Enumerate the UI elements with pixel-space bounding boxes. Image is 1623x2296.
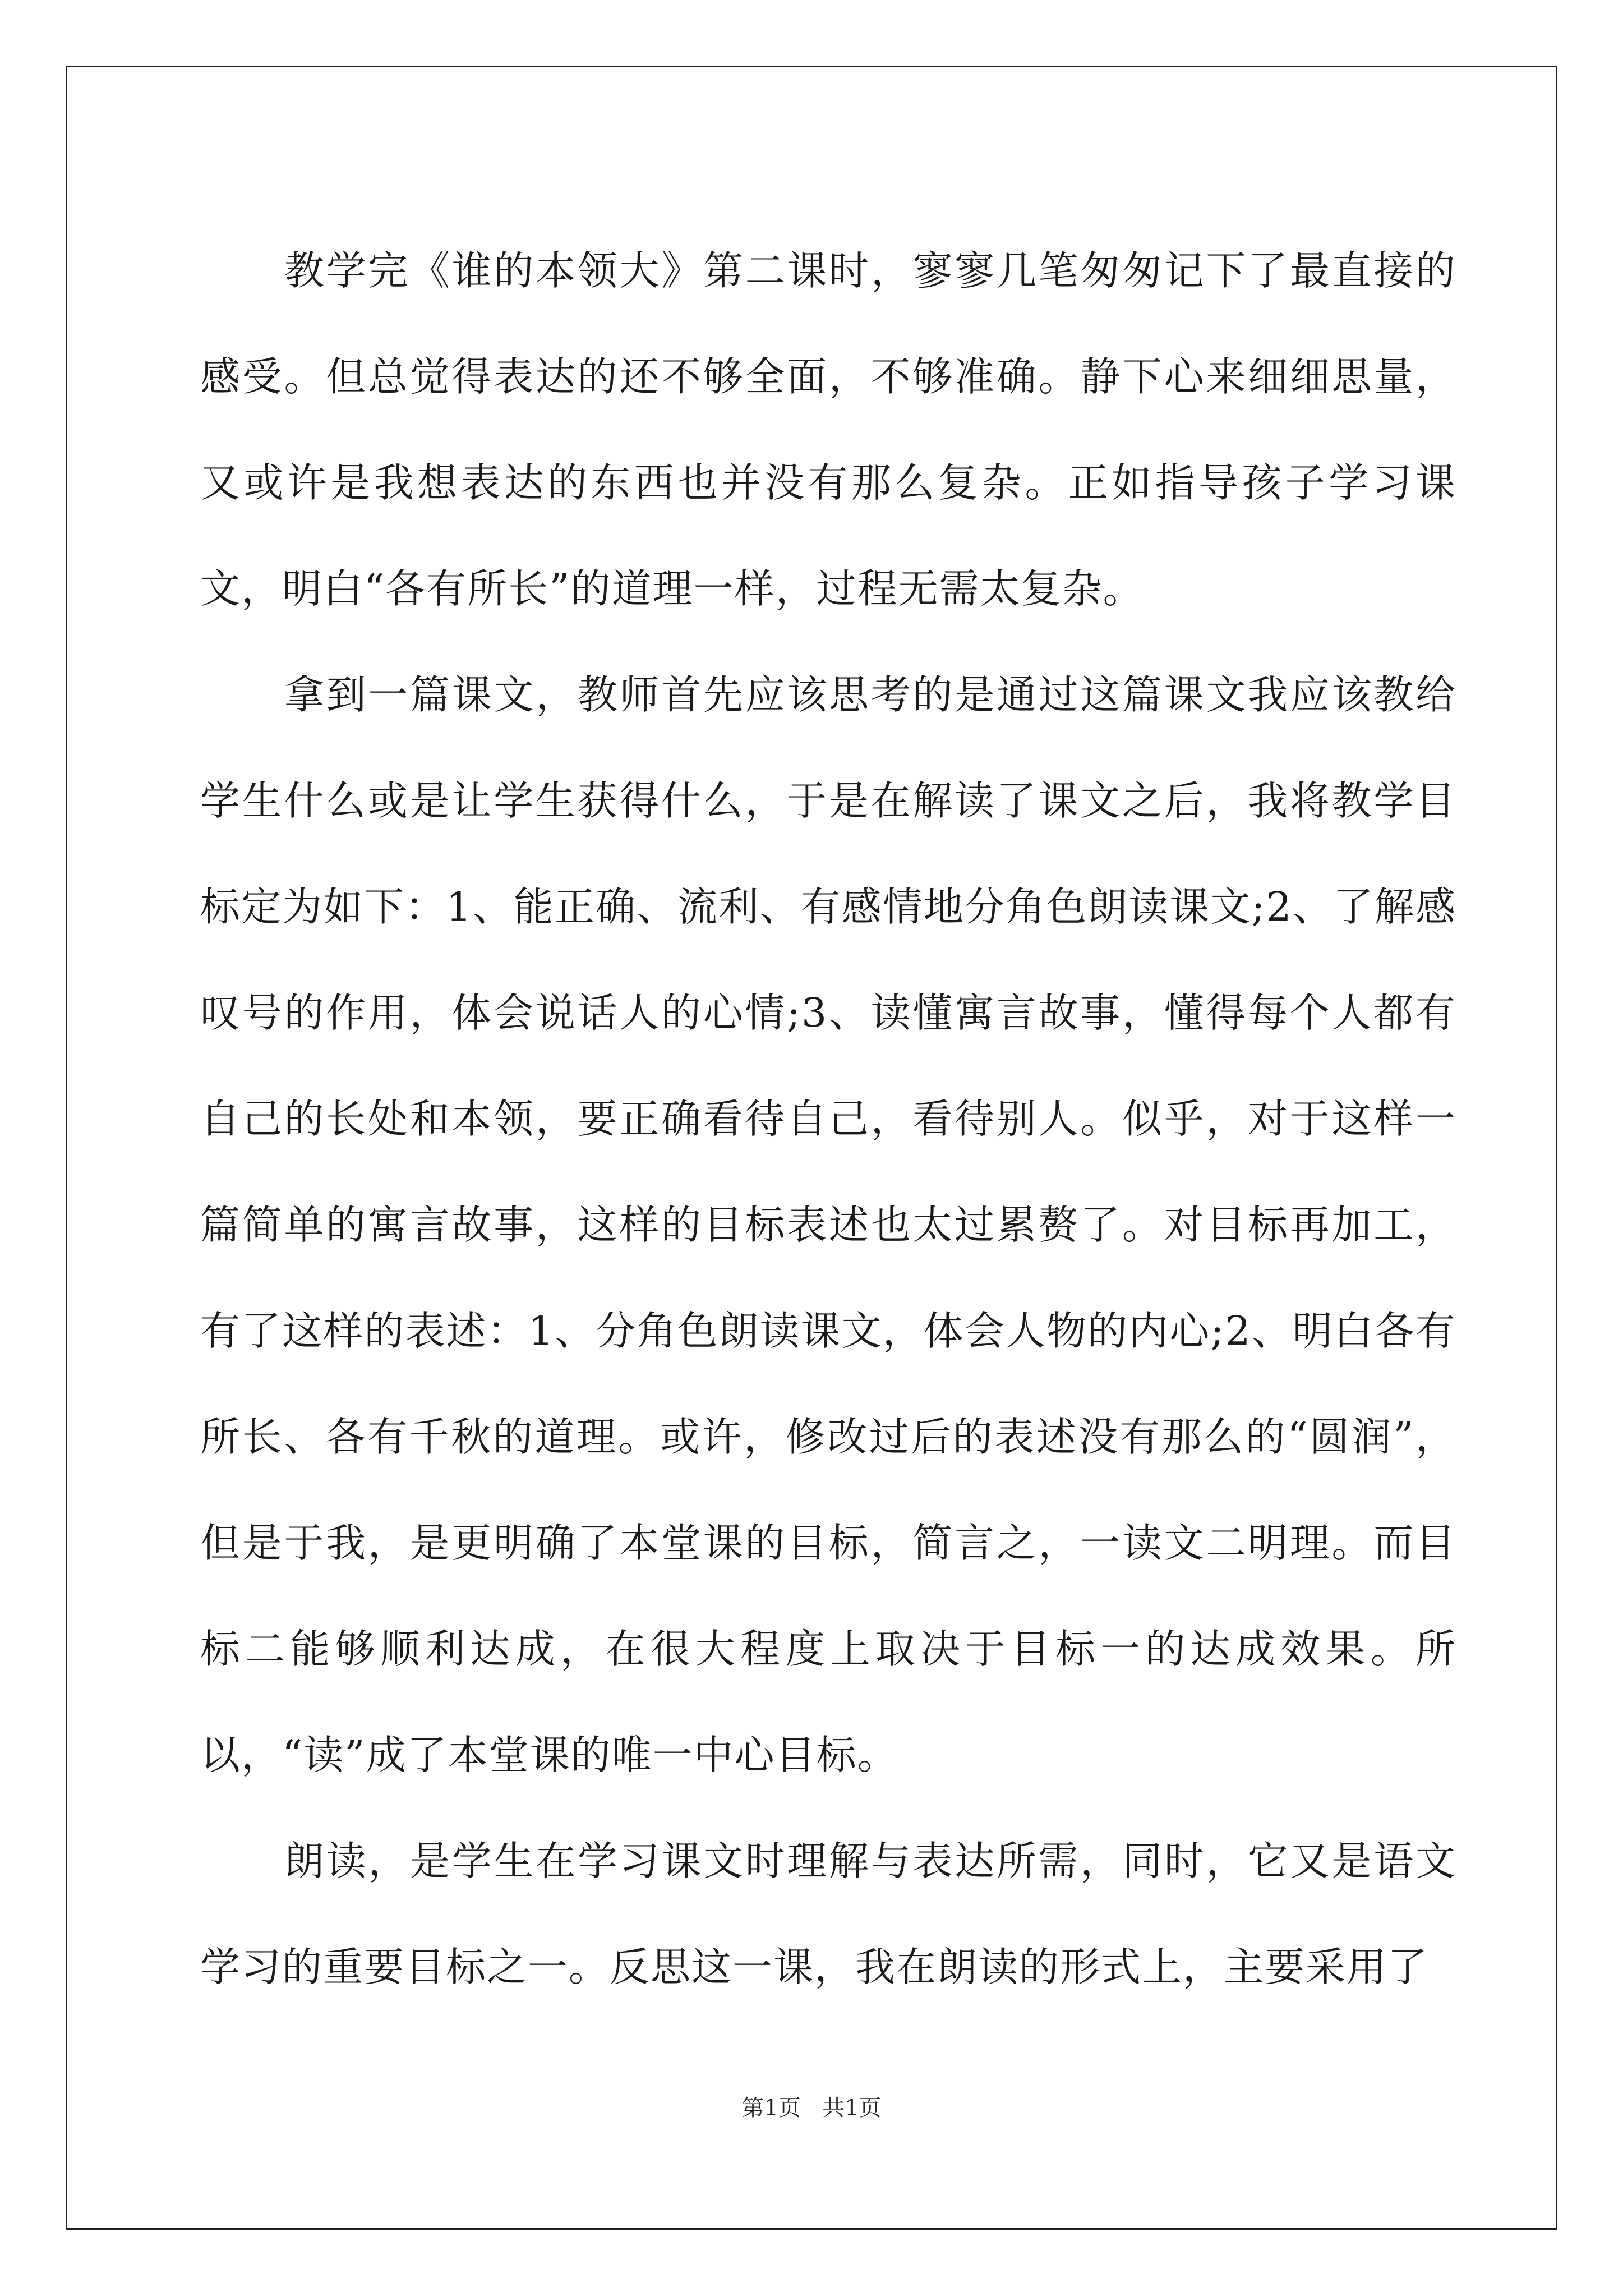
page-footer (0, 2091, 1623, 2125)
paragraph-2: 拿到一篇课文，教师首先应该思考的是通过这篇课文我应该教给学生什么或是让学生获得什么，于是在解读了课文之后，我将教学目标定为如下：1、能正确、流利、有感情地分角色朗读课文;2、了解感叹号的作用，体会说话人的心情;3、读懂寓言故事，懂得每个人都有自己的长处和本领，要正确看待自己，看待别人。似乎，对于这样一篇简单的寓言故事，这样的目标表述也太过累赘了。对目标再加工，有了这样的表述：1、分角色朗读课文，体会人物的内心;2、明白各有所长、各有千秋的道理。或许，修改过后的表述没有那么的“圆润”，但是于我，是更明确了本堂课的目标，简言之，一读文二明理。而目标二能够顺利达成，在很大程度上取决于目标一的达成效果。所以，“读”成了本堂课的唯一中心目标。 (200, 671, 1456, 1778)
paragraph-1: 教学完《谁的本领大》第二课时，寥寥几笔匆匆记下了最直接的感受。但总觉得表达的还不够全面，不够准确。静下心来细细思量，又或许是我想表达的东西也并没有那么复杂。正如指导孩子学习课文，明白“各有所长”的道理一样，过程无需太复杂。 (200, 247, 1456, 612)
paragraph-3: 朗读，是学生在学习课文时理解与表达所需，同时，它又是语文学习的重要目标之一。反思这一课，我在朗读的形式上，主要采用了 (200, 1838, 1456, 1990)
document-body (200, 218, 1456, 2020)
page-number: 第1页 (741, 2095, 801, 2121)
page-total: 共1页 (822, 2095, 882, 2121)
